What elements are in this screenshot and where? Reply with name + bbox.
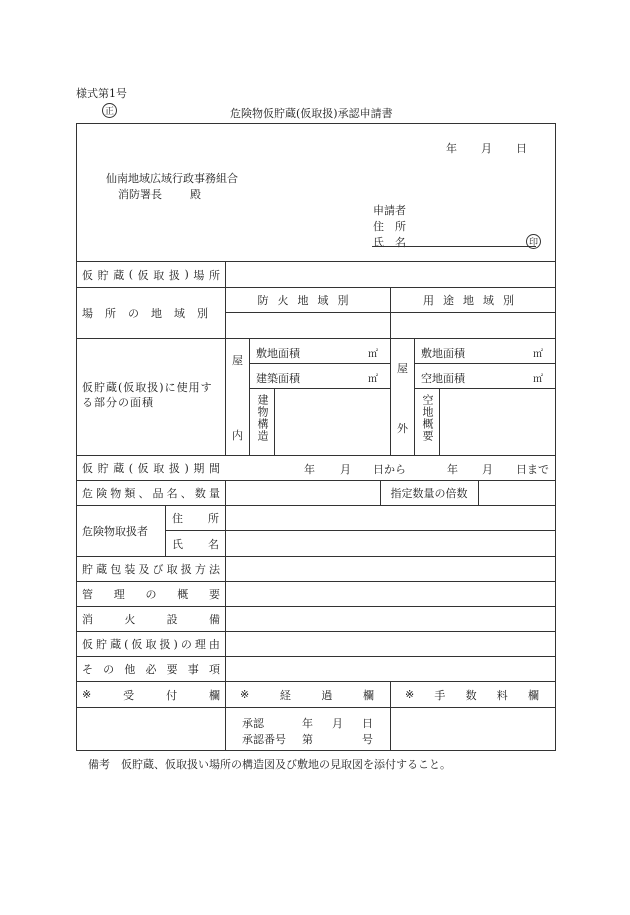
vacant-overview-label: 空地概要 xyxy=(421,394,434,442)
divider xyxy=(76,707,556,708)
area-class-label: 場 所 の 地 域 別 xyxy=(82,307,220,320)
addressee-chief: 消防署長 xyxy=(118,188,162,201)
tadashi-seal-icon: 正 xyxy=(102,103,117,118)
indoor-label-top: 屋 xyxy=(232,354,243,367)
divider xyxy=(76,338,556,339)
approval-month: 月 xyxy=(332,717,343,730)
divider xyxy=(390,681,391,751)
divider xyxy=(478,480,479,505)
period-to-day: 日まで xyxy=(516,463,549,476)
site-area-unit: ㎡ xyxy=(368,349,378,360)
divider xyxy=(225,581,226,751)
date-year: 年 xyxy=(446,142,457,155)
management-label: 管 理 の 概 要 xyxy=(82,588,220,601)
handler-address-label: 住 所 xyxy=(172,512,219,525)
form-number: 様式第1号 xyxy=(76,87,127,100)
note: 備考 仮貯蔵、仮取扱い場所の構造図及び敷地の見取図を添付すること。 xyxy=(88,758,451,771)
divider xyxy=(165,530,556,531)
outdoor-label-top: 屋 xyxy=(397,362,408,375)
fee-label: ※ 手 数 料 欄 xyxy=(405,688,539,702)
indoor-label-bottom: 内 xyxy=(232,429,243,442)
divider xyxy=(414,388,556,389)
approval-label: 承認 xyxy=(242,717,264,730)
divider xyxy=(249,338,250,455)
divider xyxy=(274,388,275,455)
reception-label: ※ 受 付 欄 xyxy=(82,688,220,702)
seal-icon: 印 xyxy=(526,234,541,249)
divider xyxy=(414,363,556,364)
applicant-name-label: 氏 名 xyxy=(373,236,406,249)
building-area-label: 建築面積 xyxy=(256,372,300,385)
date-day: 日 xyxy=(516,142,527,155)
reason-label: 仮 貯 蔵 ( 仮 取 扱 ) の 理 由 xyxy=(82,637,220,651)
divider xyxy=(390,287,391,455)
addressee-honorific: 殿 xyxy=(190,188,201,201)
site-area-label: 敷地面積 xyxy=(256,347,300,360)
site-area-outdoor-label: 敷地面積 xyxy=(421,347,465,360)
packaging-label: 貯 蔵 包 装 及 び 取 扱 方 法 xyxy=(82,563,220,576)
divider xyxy=(439,388,440,455)
divider xyxy=(249,388,390,389)
site-area-outdoor-unit: ㎡ xyxy=(533,349,543,360)
approval-number-suffix: 号 xyxy=(362,733,373,746)
handler-name-label: 氏 名 xyxy=(172,537,219,551)
divider xyxy=(414,338,415,455)
fire-equipment-label: 消 火 設 備 xyxy=(82,613,220,626)
addressee-org: 仙南地域広域行政事務組合 xyxy=(106,172,238,185)
hazmat-label: 危 険 物 類 、 品 名 、 数 量 xyxy=(82,487,220,500)
place-label: 仮 貯 蔵 ( 仮 取 扱 ) 場 所 xyxy=(82,268,220,282)
period-from-year: 年 xyxy=(304,463,315,476)
vacant-area-unit: ㎡ xyxy=(533,374,543,385)
divider xyxy=(165,505,166,556)
applicant-name-underline xyxy=(372,246,536,247)
period-from-day: 日から xyxy=(373,463,406,476)
other-label: そ の 他 必 要 事 項 xyxy=(82,663,220,676)
handler-label: 危険物取扱者 xyxy=(82,525,148,538)
approval-day: 日 xyxy=(362,717,373,730)
building-structure-label: 建物構造 xyxy=(256,394,269,442)
approval-number-label: 承認番号 xyxy=(242,733,286,746)
date-month: 月 xyxy=(481,142,492,155)
period-from-month: 月 xyxy=(340,463,351,476)
divider xyxy=(225,480,226,581)
applicant-address-label: 住 所 xyxy=(373,220,406,233)
approval-number-prefix: 第 xyxy=(302,733,313,746)
outdoor-label-bottom: 外 xyxy=(397,422,408,435)
vacant-area-label: 空地面積 xyxy=(421,372,465,385)
period-to-year: 年 xyxy=(447,463,458,476)
divider xyxy=(249,363,390,364)
fire-zone-label: 防火地域別 xyxy=(257,294,358,307)
period-to-month: 月 xyxy=(482,463,493,476)
progress-label: ※ 経 過 欄 xyxy=(240,688,374,702)
use-zone-label: 用途地域別 xyxy=(423,294,523,307)
period-label: 仮 貯 蔵 ( 仮 取 扱 ) 期 間 xyxy=(82,461,220,475)
approval-year: 年 xyxy=(302,717,313,730)
area-used-label: 仮貯蔵(仮取扱)に使用する部分の面積 xyxy=(82,381,213,409)
building-area-unit: ㎡ xyxy=(368,374,378,385)
multiple-label: 指定数量の倍数 xyxy=(390,487,468,500)
applicant-label: 申請者 xyxy=(373,204,406,217)
page-title: 危険物仮貯蔵(仮取扱)承認申請書 xyxy=(230,107,393,120)
